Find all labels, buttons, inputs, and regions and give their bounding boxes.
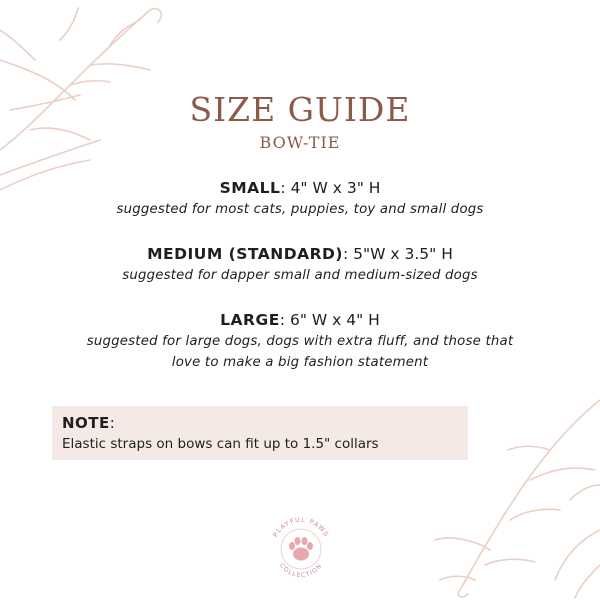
- size-description: suggested for large dogs, dogs with extra fluff, and those that: [86, 334, 514, 349]
- note-text: Elastic straps on bows can fit up to 1.5" collars: [62, 436, 379, 452]
- size-description: suggested for most cats, puppies, toy and small dogs: [116, 202, 484, 217]
- svg-text:PLAYFUL PAWS: [272, 517, 330, 539]
- size-description: suggested for dapper small and medium-sized dogs: [122, 268, 478, 283]
- size-dimensions: 6" W x 4" H: [289, 311, 380, 329]
- note-label: NOTE: [62, 414, 110, 432]
- size-small: SMALL: 4" W x 3" H suggested for most cats, puppies, toy and small dogs: [0, 177, 600, 220]
- size-large: LARGE: 6" W x 4" H suggested for large dogs, dogs with extra fluff, and those that love to make a big fashion statement: [0, 309, 600, 373]
- brand-logo: [262, 510, 340, 588]
- page-title: SIZE GUIDE: [189, 90, 411, 129]
- page-subtitle: BOW-TIE: [259, 133, 341, 152]
- size-dimensions: 5"W x 3.5" H: [353, 245, 453, 263]
- logo-top-text: PLAYFUL PAWS: [272, 516, 330, 539]
- size-description: love to make a big fashion statement: [171, 355, 429, 370]
- logo-bottom-text: COLLECTION: [278, 562, 324, 580]
- size-name: SMALL: [219, 179, 281, 197]
- size-name: MEDIUM (STANDARD): [147, 245, 343, 263]
- size-name: LARGE: [220, 311, 280, 329]
- note-box: NOTE: Elastic straps on bows can fit up to 1.5" collars: [52, 406, 468, 460]
- svg-text:COLLECTION: [278, 562, 324, 579]
- size-medium: MEDIUM (STANDARD): 5"W x 3.5" H suggested for dapper small and medium-sized dogs: [0, 243, 600, 286]
- size-dimensions: 4" W x 3" H: [290, 179, 381, 197]
- paw-icon: [289, 537, 313, 561]
